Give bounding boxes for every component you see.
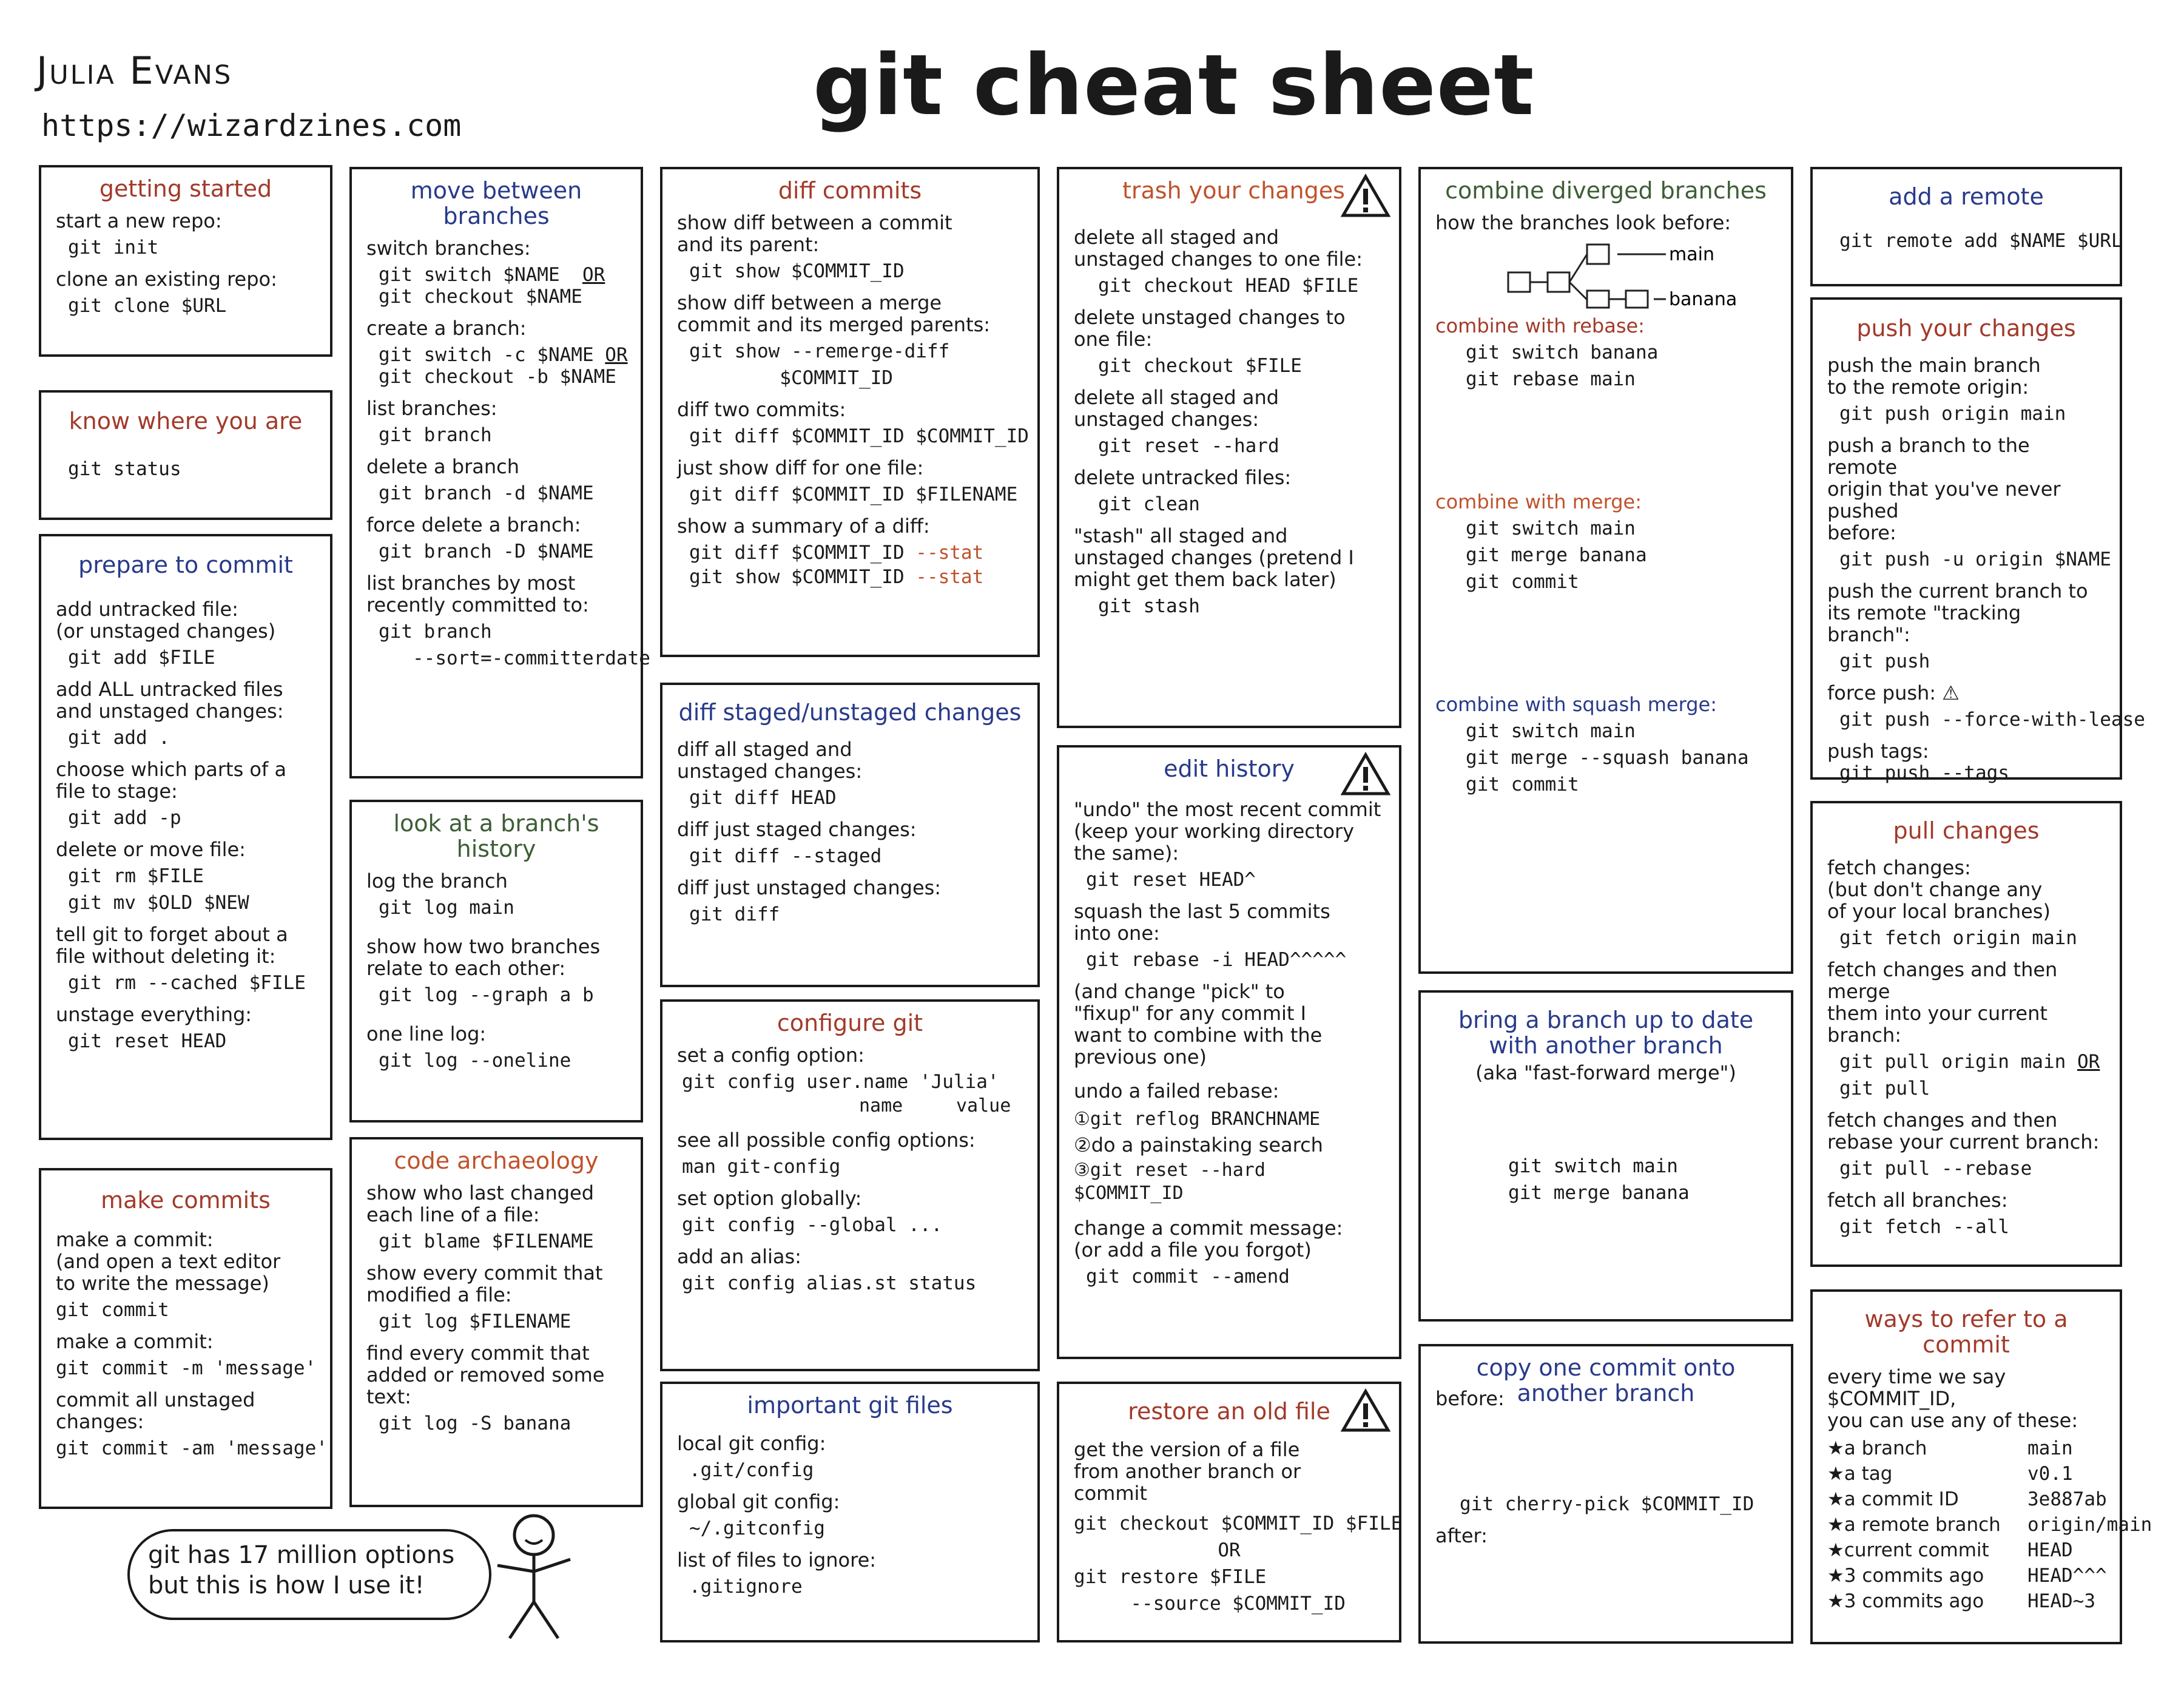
branch-history-panel xyxy=(349,800,643,1123)
main-label: main xyxy=(1669,244,1714,265)
command: git stash xyxy=(1098,595,1200,617)
desc-text: force push: xyxy=(1827,681,1936,704)
prepare-commit-panel xyxy=(39,534,332,1140)
desc: start a new repo: xyxy=(56,209,222,232)
desc: show diff between a commit and its parent: xyxy=(677,211,952,256)
graph-ff-after xyxy=(1435,1206,1776,1273)
graph-cherry-before xyxy=(1435,1412,1776,1491)
desc: add ALL untracked files and unstaged changes: xyxy=(56,678,284,723)
command: git switch main git merge --squash banana git commit xyxy=(1466,720,1749,795)
cmd: git switch -c $NAME xyxy=(379,344,594,366)
desc: show a summary of a diff: xyxy=(677,515,930,538)
ref-example: HEAD xyxy=(2027,1539,2073,1561)
after-label: after: xyxy=(1435,1524,1488,1547)
desc: delete a branch xyxy=(366,455,519,478)
panel-title: prepare to commit xyxy=(78,552,293,578)
cmd: git show $COMMIT_ID xyxy=(689,566,905,588)
desc: global git config: xyxy=(677,1490,840,1513)
command: git config --global ... xyxy=(682,1214,943,1236)
desc: local git config: xyxy=(677,1432,826,1455)
command: git checkout $FILE xyxy=(1098,355,1302,377)
cmd: git pull origin main xyxy=(1839,1051,2066,1073)
ref-example: main xyxy=(2027,1437,2073,1459)
desc: tell git to forget about a file without deleting it: xyxy=(56,923,288,968)
config-annotations xyxy=(677,1095,1023,1122)
command: git diff $COMMIT_ID $FILENAME xyxy=(689,484,1018,505)
command: git push -u origin $NAME xyxy=(1839,549,2111,570)
command: git push --tags xyxy=(1839,762,2009,784)
command: git show $COMMIT_ID xyxy=(689,260,905,282)
command: git clean xyxy=(1098,493,1200,515)
cmd: git switch $NAME xyxy=(379,264,560,286)
desc: list of files to ignore: xyxy=(677,1548,877,1572)
author-url[interactable]: https://wizardzines.com xyxy=(41,108,462,143)
ref-kind: ★ current commit xyxy=(1827,1539,2027,1561)
cmd: git diff $COMMIT_ID xyxy=(689,542,905,564)
rebase-label: combine with rebase: xyxy=(1435,314,1645,337)
squash-label: combine with squash merge: xyxy=(1435,693,1717,716)
desc: create a branch: xyxy=(366,317,527,340)
command: git remote add $NAME $URL xyxy=(1839,230,2123,252)
add-remote-panel xyxy=(1810,167,2122,286)
or-label: OR xyxy=(2077,1051,2100,1073)
command xyxy=(1839,1048,2105,1075)
desc: how the branches look before: xyxy=(1435,211,1731,234)
command: git log --oneline xyxy=(379,1050,571,1072)
desc: fetch changes and then merge them into your current branch: xyxy=(1827,958,2058,1047)
command: git show --remerge-diff $COMMIT_ID xyxy=(689,340,950,389)
command: git commit --amend xyxy=(1086,1266,1290,1288)
command: git switch main git merge banana xyxy=(1508,1155,1690,1204)
desc: unstage everything: xyxy=(56,1003,252,1026)
code-archaeology-panel xyxy=(349,1137,643,1507)
desc: choose which parts of a file to stage: xyxy=(56,758,287,803)
step-text: git reset --hard $COMMIT_ID xyxy=(1074,1160,1266,1204)
command: git commit xyxy=(56,1299,169,1321)
ref-example: v0.1 xyxy=(2027,1463,2073,1485)
command: git pull --rebase xyxy=(1839,1158,2032,1180)
banana-label: banana xyxy=(1669,289,1737,310)
command: git reset HEAD^ xyxy=(1086,869,1256,891)
command xyxy=(689,539,1023,566)
or-label: OR xyxy=(582,264,605,286)
warning-icon xyxy=(1341,752,1390,796)
command: git rm --cached $FILE xyxy=(68,972,306,994)
command: git pull xyxy=(1839,1078,1930,1099)
desc: "stash" all staged and unstaged changes (pretend I might get them back later) xyxy=(1074,524,1354,591)
ref-kind: ★ a remote branch xyxy=(1827,1514,2027,1536)
panel-title: push your changes xyxy=(1856,315,2076,342)
step-text: git reflog BRANCHNAME xyxy=(1090,1109,1321,1130)
ref-example: HEAD^^^ xyxy=(2027,1565,2107,1587)
desc: list branches: xyxy=(366,397,497,420)
ref-kind: ★ 3 commits ago xyxy=(1827,1590,2027,1612)
command: git commit -am 'message' xyxy=(56,1437,328,1459)
or-label: OR xyxy=(1218,1539,1241,1561)
command: git rm $FILE git mv $OLD $NEW xyxy=(68,865,249,914)
command: git config user.name 'Julia' xyxy=(682,1071,999,1093)
panel-title: diff commits xyxy=(778,177,922,204)
command: ~/.gitconfig xyxy=(689,1518,825,1539)
diff-staged-panel xyxy=(660,683,1040,987)
desc: set a config option: xyxy=(677,1044,864,1067)
ways-list xyxy=(1827,1437,2152,1612)
panel-title: know where you are xyxy=(69,408,303,434)
desc: push a branch to the remote origin that you've never pushed before: xyxy=(1827,434,2061,544)
command xyxy=(689,564,1023,590)
desc: delete untracked files: xyxy=(1074,466,1292,489)
desc: fetch all branches: xyxy=(1827,1189,2008,1212)
value-label: value xyxy=(956,1095,1011,1116)
desc: just show diff for one file: xyxy=(677,456,924,479)
desc: (and change "pick" to "fixup" for any commit I want to combine with the previous one) xyxy=(1074,980,1323,1069)
desc: delete all staged and unstaged changes: xyxy=(1074,386,1279,431)
desc: make a commit: (and open a text editor to write the message) xyxy=(56,1228,281,1295)
step-2: ②do a painstaking search xyxy=(1074,1133,1323,1156)
desc: delete unstaged changes to one file: xyxy=(1074,306,1346,351)
panel-title: bring a branch up to date with another branch xyxy=(1458,1007,1754,1059)
step-3: ③git reset --hard $COMMIT_ID xyxy=(1074,1160,1266,1204)
command: git diff $COMMIT_ID $COMMIT_ID xyxy=(689,425,1029,447)
panel-title: edit history xyxy=(1164,755,1295,782)
desc: add untracked file: (or unstaged changes) xyxy=(56,598,276,643)
command: git fetch --all xyxy=(1839,1216,2009,1238)
desc: push tags: xyxy=(1827,740,1929,763)
merge-label: combine with merge: xyxy=(1435,490,1642,513)
command: git restore $FILE --source $COMMIT_ID xyxy=(1074,1566,1346,1615)
desc: diff just staged changes: xyxy=(677,818,917,841)
panel-title: add a remote xyxy=(1889,183,2044,210)
desc: get the version of a file from another branch or commit xyxy=(1074,1438,1301,1505)
desc: squash the last 5 commits into one: xyxy=(1074,900,1330,945)
desc: fetch changes and then rebase your current branch: xyxy=(1827,1109,2100,1153)
command: git branch xyxy=(379,424,492,446)
desc: see all possible config options: xyxy=(677,1129,976,1152)
desc: push the main branch to the remote origin: xyxy=(1827,354,2041,399)
stat-flag: --stat xyxy=(915,566,984,588)
intro: every time we say $COMMIT_ID, you can use any of these: xyxy=(1827,1365,2078,1432)
speech-bubble: git has 17 million options but this is how I use it! xyxy=(127,1529,491,1620)
command: git checkout $COMMIT_ID $FILE xyxy=(1074,1513,1403,1534)
important-files-panel xyxy=(660,1382,1040,1642)
command: git checkout -b $NAME xyxy=(379,366,616,388)
command: git reset --hard xyxy=(1098,435,1279,457)
desc: fetch changes: (but don't change any of your local branches) xyxy=(1827,856,2051,923)
command: git log -S banana xyxy=(379,1413,571,1434)
edit-history-panel xyxy=(1057,745,1401,1359)
desc: make a commit: xyxy=(56,1330,214,1353)
command: git switch main git merge banana git commit xyxy=(1466,518,1647,593)
desc: set option globally: xyxy=(677,1187,862,1210)
graph-ff-before xyxy=(1435,1086,1776,1153)
panel-title: restore an old file xyxy=(1128,1398,1330,1425)
ref-kind: ★ 3 commits ago xyxy=(1827,1565,2027,1587)
warning-icon: ⚠ xyxy=(1942,681,1960,704)
command: git config alias.st status xyxy=(682,1272,977,1294)
stick-figure-icon xyxy=(485,1511,582,1644)
make-commits-panel xyxy=(39,1168,332,1509)
trash-changes-panel xyxy=(1057,167,1401,728)
warning-icon xyxy=(1341,1389,1390,1433)
desc: delete all staged and unstaged changes to one file: xyxy=(1074,226,1363,271)
desc: force delete a branch: xyxy=(366,513,581,536)
panel-title: move between branches xyxy=(410,177,582,229)
command: man git-config xyxy=(682,1156,841,1178)
desc: push the current branch to its remote "tracking branch": xyxy=(1827,579,2088,646)
command: git commit -m 'message' xyxy=(56,1357,317,1379)
graph-merge xyxy=(1435,595,1776,686)
panel-title: trash your changes xyxy=(1122,177,1345,204)
desc: one line log: xyxy=(366,1022,487,1045)
move-branches-panel xyxy=(349,167,650,778)
command: git rebase -i HEAD^^^^^ xyxy=(1086,949,1347,971)
desc: add an alias: xyxy=(677,1245,801,1268)
panel-title: important git files xyxy=(747,1392,953,1419)
command: git fetch origin main xyxy=(1839,927,2077,949)
desc: log the branch xyxy=(366,869,508,893)
ref-kind: ★ a commit ID xyxy=(1827,1488,2027,1510)
know-where-panel xyxy=(39,390,332,520)
panel-title: look at a branch's history xyxy=(393,810,599,862)
pull-changes-panel xyxy=(1810,801,2122,1267)
command: git branch -D $NAME xyxy=(379,541,594,562)
graph-rebase xyxy=(1435,393,1776,484)
command: git cherry-pick $COMMIT_ID xyxy=(1460,1493,1754,1515)
name-label: name xyxy=(859,1095,903,1116)
desc: clone an existing repo: xyxy=(56,268,277,291)
command: git push origin main xyxy=(1839,403,2066,425)
desc: diff just unstaged changes: xyxy=(677,876,942,899)
desc: undo a failed rebase: xyxy=(1074,1079,1279,1102)
panel-title: diff staged/unstaged changes xyxy=(678,699,1022,726)
page-title: git cheat sheet xyxy=(813,36,1535,134)
ways-to-refer-panel xyxy=(1810,1289,2152,1644)
command: git checkout $NAME xyxy=(379,286,582,308)
panel-title: configure git xyxy=(777,1010,923,1036)
command: git add . xyxy=(68,727,170,749)
diff-commits-panel xyxy=(660,167,1040,657)
desc: switch branches: xyxy=(366,237,531,260)
desc xyxy=(1827,682,2105,704)
command: git reset HEAD xyxy=(68,1030,227,1052)
getting-started-panel xyxy=(39,165,332,357)
subtitle: (aka "fast-forward merge") xyxy=(1475,1061,1736,1084)
command: .git/config xyxy=(689,1459,814,1481)
panel-title: make commits xyxy=(101,1187,271,1214)
desc: find every commit that added or removed some text: xyxy=(366,1342,605,1408)
command: git add -p xyxy=(68,807,181,829)
cherry-pick-panel xyxy=(1418,1344,1793,1644)
panel-title: combine diverged branches xyxy=(1445,177,1767,204)
panel-title: code archaeology xyxy=(394,1147,599,1174)
command: git branch -d $NAME xyxy=(379,482,594,504)
configure-panel xyxy=(660,999,1040,1371)
before-label: before: xyxy=(1435,1387,1505,1410)
desc: show every commit that modified a file: xyxy=(366,1261,603,1306)
step-text: do a painstaking search xyxy=(1091,1133,1323,1156)
command: git push xyxy=(1839,650,1930,672)
desc: diff two commits: xyxy=(677,398,846,421)
command: git push --force-with-lease xyxy=(1839,709,2145,731)
desc: show diff between a merge commit and its merged parents: xyxy=(677,291,991,336)
command: git log --graph a b xyxy=(379,984,594,1006)
restore-file-panel xyxy=(1057,1382,1401,1642)
bring-up-to-date-panel xyxy=(1418,990,1793,1322)
command: git diff HEAD xyxy=(689,787,837,809)
graph-before xyxy=(1435,236,1775,309)
warning-icon xyxy=(1341,174,1390,218)
desc: show who last changed each line of a file: xyxy=(366,1181,595,1226)
command: git checkout HEAD $FILE xyxy=(1098,275,1359,297)
desc: delete or move file: xyxy=(56,838,246,861)
command: git clone $URL xyxy=(68,295,227,317)
or-label: OR xyxy=(605,344,628,366)
author-name: Julia Evans xyxy=(36,49,233,93)
ref-example: 3e887ab xyxy=(2027,1488,2107,1510)
combine-branches-panel xyxy=(1418,167,1793,974)
ref-example: HEAD~3 xyxy=(2027,1590,2095,1612)
panel-title: getting started xyxy=(99,175,272,202)
command: git add $FILE xyxy=(68,647,215,669)
ref-kind: ★ a tag xyxy=(1827,1463,2027,1485)
command: git switch banana git rebase main xyxy=(1466,342,1659,390)
command: git status xyxy=(68,458,181,480)
command: git diff --staged xyxy=(689,845,882,867)
panel-title: copy one commit onto another branch xyxy=(1476,1354,1736,1406)
ref-example: origin/main xyxy=(2027,1514,2152,1536)
command: git diff xyxy=(689,903,780,925)
command: git init xyxy=(68,237,159,258)
desc: "undo" the most recent commit (keep your working directory the same): xyxy=(1074,798,1381,865)
desc: commit all unstaged changes: xyxy=(56,1388,255,1433)
push-changes-panel xyxy=(1810,297,2145,784)
command: .gitignore xyxy=(689,1576,803,1598)
panel-title: ways to refer to a commit xyxy=(1864,1306,2068,1358)
stat-flag: --stat xyxy=(915,542,984,564)
command: git log main xyxy=(379,897,514,919)
desc: change a commit message: (or add a file you forgot) xyxy=(1074,1217,1343,1261)
desc: list branches by most recently committed to: xyxy=(366,572,589,616)
desc: diff all staged and unstaged changes: xyxy=(677,738,863,783)
panel-title: pull changes xyxy=(1893,817,2040,844)
ref-kind: ★ a branch xyxy=(1827,1437,2027,1459)
command: git blame $FILENAME xyxy=(379,1231,594,1252)
command: git branch --sort=-committerdate xyxy=(379,621,650,669)
desc: show how two branches relate to each other: xyxy=(366,935,601,980)
step-1: ①git reflog BRANCHNAME xyxy=(1074,1109,1321,1130)
command: git log $FILENAME xyxy=(379,1311,571,1332)
